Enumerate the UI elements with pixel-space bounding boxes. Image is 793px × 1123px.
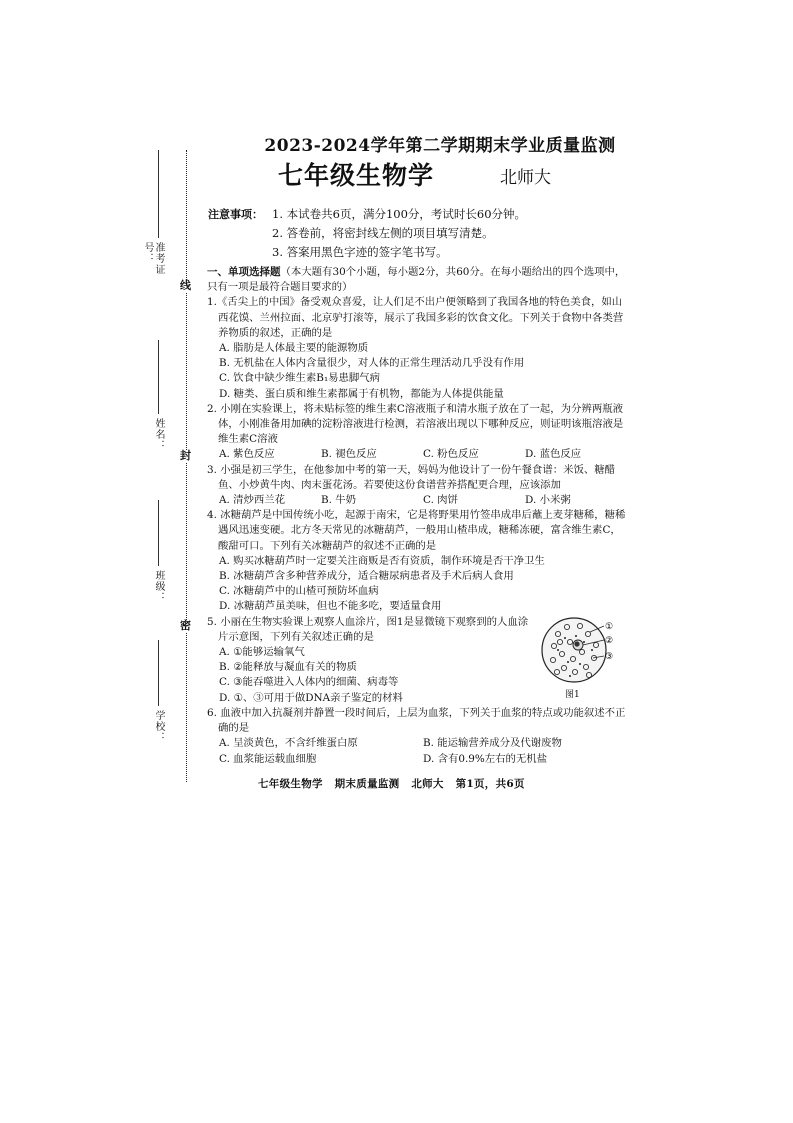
- exam-number-field[interactable]: [142, 150, 164, 290]
- option-b[interactable]: B. 能运输营养成分及代谢废物: [423, 737, 562, 750]
- option-c[interactable]: C. 饮食中缺少维生素B₁易患脚气病: [219, 372, 381, 385]
- option-d[interactable]: D. 含有0.9%左右的无机盐: [423, 752, 548, 765]
- question-stem: 2. 小刚在实验课上，将未贴标签的维生素C溶液瓶子和清水瓶子放在了一起，为分辨两瓶液体，小刚准备用加碘的淀粉溶液进行检测，若溶液出现以下哪种反应，则证明该瓶溶液是维生素C溶液: [207, 402, 624, 446]
- edition-label: 北师大: [500, 168, 551, 188]
- option-c[interactable]: C. 肉饼: [423, 494, 458, 507]
- question-1: [207, 295, 627, 401]
- school-fill-line[interactable]: [158, 640, 159, 706]
- option-b[interactable]: B. 褪色反应: [321, 448, 377, 461]
- section-heading: [207, 265, 627, 295]
- notice-item: 3. 答案用黑色字迹的签字笔书写。: [272, 245, 448, 259]
- figure-label-1: ①: [605, 622, 614, 632]
- section-title: 一、单项选择题: [207, 266, 281, 278]
- exam-year-title: 2023-2024学年第二学期期末学业质量监测: [264, 136, 616, 156]
- question-stem: 3. 小强是初三学生，在他参加中考的第一天，妈妈为他设计了一份午餐食谱：米饭、糖醋鱼、小炒黄牛肉、肉末蛋花汤。若要使这份食谱营养搭配更合理，应该添加: [207, 463, 616, 491]
- option-c[interactable]: C. ③能吞噬进入人体内的细菌、病毒等: [219, 676, 399, 689]
- binding-word-xian: 线: [180, 279, 191, 292]
- notice-block: [208, 205, 608, 262]
- white-blood-cell: [573, 640, 583, 650]
- figure-label-2: ②: [605, 636, 614, 646]
- class-label: 班级：: [153, 570, 164, 603]
- page-footer: 七年级生物学 期末质量监测 北师大 第1页，共6页: [258, 778, 525, 790]
- binding-dotted-line: [186, 150, 187, 782]
- school-field[interactable]: [150, 640, 164, 750]
- option-a[interactable]: A. 脂肪是人体最主要的能源物质: [219, 342, 369, 355]
- option-d[interactable]: D. 冰糖葫芦虽美味，但也不能多吃，要适量食用: [219, 600, 442, 613]
- blood-smear-figure: [540, 612, 616, 698]
- option-a[interactable]: A. 清炒西兰花: [219, 494, 286, 507]
- option-a[interactable]: A. ①能够运输氧气: [219, 646, 305, 659]
- name-field[interactable]: [150, 340, 164, 460]
- class-field[interactable]: [150, 500, 164, 610]
- question-stem: 1.《舌尖上的中国》备受观众喜爱，让人们足不出户便领略到了我国各地的特色美食，如山西花馍、兰州拉面、北京驴打滚等，展示了我国多彩的饮食文化。下列关于食物中各类营养物质的叙述，正确的是: [207, 296, 624, 339]
- figure-caption: 图1: [565, 690, 580, 700]
- notice-label: 注意事项：: [208, 208, 263, 221]
- microscope-field-circle: [542, 618, 606, 682]
- section-desc: （本大题有30个小题，每小题2分，共60分。在每小题给出的四个选项中，只有一项是最符合题目要求的）: [207, 266, 626, 294]
- option-c[interactable]: C. 血浆能运载血细胞: [219, 752, 317, 765]
- question-6: [207, 706, 627, 767]
- option-d[interactable]: D. ①、③可用于做DNA亲子鉴定的材料: [219, 691, 403, 704]
- option-b[interactable]: B. 牛奶: [321, 494, 357, 507]
- option-c[interactable]: C. 冰糖葫芦中的山楂可预防坏血病: [219, 585, 379, 598]
- question-5: [207, 615, 529, 706]
- question-stem: 6. 血液中加入抗凝剂并静置一段时间后，上层为血浆，下列关于血浆的特点或功能叙述不正确的是: [207, 706, 626, 735]
- subject-title: 七年级生物学: [278, 161, 435, 190]
- name-label: 姓名：: [153, 418, 164, 451]
- question-4: [207, 508, 627, 614]
- option-b[interactable]: B. 无机盐在人体内含量很少，对人体的正常生理活动几乎没有作用: [219, 357, 525, 370]
- option-d[interactable]: D. 蓝色反应: [525, 448, 582, 461]
- option-d[interactable]: D. 糖类、蛋白质和维生素都属于有机物，都能为人体提供能量: [219, 387, 504, 400]
- exam-number-fill-line[interactable]: [158, 150, 159, 238]
- question-3: [207, 463, 627, 509]
- option-a[interactable]: A. 紫色反应: [219, 448, 275, 461]
- binding-word-feng: 封: [180, 449, 191, 462]
- class-fill-line[interactable]: [158, 500, 159, 566]
- option-c[interactable]: C. 粉色反应: [423, 448, 479, 461]
- figure-label-3: ③: [605, 652, 614, 662]
- question-stem: 5. 小丽在生物实验课上观察人血涂片，图1是显微镜下观察到的人血涂片示意图，下列有关叙述正确的是: [207, 615, 529, 643]
- binding-word-mi: 密: [180, 619, 191, 632]
- option-d[interactable]: D. 小米粥: [525, 494, 571, 507]
- option-a[interactable]: A. 购买冰糖葫芦时一定要关注商贩是否有资质，制作环境是否干净卫生: [219, 554, 545, 567]
- option-b[interactable]: B. 冰糖葫芦含多种营养成分，适合糖尿病患者及手术后病人食用: [219, 570, 514, 583]
- option-b[interactable]: B. ②能释放与凝血有关的物质: [219, 661, 357, 674]
- question-stem: 4. 冰糖葫芦是中国传统小吃，起源于南宋，它是将野果用竹签串成串后蘸上麦芽糖稀，糖稀遇风迅速变硬。北方冬天常见的冰糖葫芦，一般用山楂串成，糖稀冻硬，富含维生素C，酸甜可口。下列有关冰糖葫芦的叙述不正确的是: [207, 509, 626, 552]
- exam-number-label: 准考证号：: [142, 242, 164, 275]
- school-label: 学校：: [153, 710, 164, 743]
- question-2: [207, 402, 627, 463]
- name-fill-line[interactable]: [158, 340, 159, 414]
- option-a[interactable]: A. 呈淡黄色，不含纤维蛋白原: [219, 737, 358, 750]
- notice-item: 2. 答卷前，将密封线左侧的项目填写清楚。: [272, 226, 494, 240]
- notice-item: 1. 本试卷共6页，满分100分，考试时长60分钟。: [272, 207, 527, 221]
